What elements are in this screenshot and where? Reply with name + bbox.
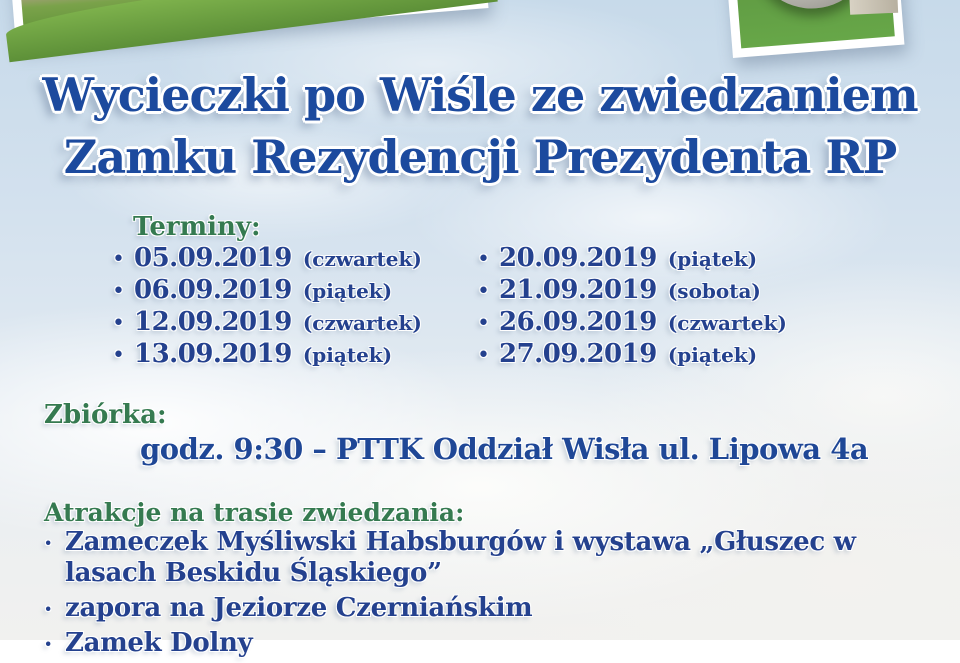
date-value: 06.09.2019 [134,275,292,305]
date-item [477,339,787,371]
castle-scene [16,0,479,36]
castle-photo [6,0,489,46]
bullet-icon: • [112,311,134,336]
date-item [477,275,787,307]
poster-title [0,64,960,188]
date-value: 13.09.2019 [134,339,292,369]
bullet-icon: • [112,343,134,368]
date-item [112,307,422,339]
atrakcje-heading: Atrakcje na trasie zwiedzania: [44,498,464,527]
date-value: 26.09.2019 [499,307,657,337]
dates-column-right [477,243,787,371]
date-value: 05.09.2019 [134,243,292,273]
date-item [477,307,787,339]
bullet-icon: • [477,343,499,368]
dates-column-left [112,243,422,371]
weekday-label: (piątek) [303,279,392,303]
date-value: 20.09.2019 [499,243,657,273]
terminy-heading: Terminy: [133,212,261,242]
date-value: 21.09.2019 [499,275,657,305]
date-item [112,339,422,371]
weekday-label: (piątek) [303,343,392,367]
title-line-1: Wycieczki po Wiśle ze zwiedzaniem [0,64,960,126]
attraction-text: Zamek Dolny [65,628,864,659]
weekday-label: (czwartek) [303,247,422,271]
bullet-icon: • [477,279,499,304]
bullet-icon: • [477,311,499,336]
weekday-label: (piątek) [668,343,757,367]
title-line-2: Zamku Rezydencji Prezydenta RP [0,126,960,188]
bullet-icon: • [477,247,499,272]
bullet-icon: • [112,279,134,304]
stone-pillar [843,0,898,15]
weekday-label: (czwartek) [668,311,787,335]
attractions-list [44,527,864,663]
date-value: 12.09.2019 [134,307,292,337]
weekday-label: (czwartek) [303,311,422,335]
weekday-label: (piątek) [668,247,757,271]
list-item [44,628,864,659]
bullet-icon: • [112,247,134,272]
attraction-text: zapora na Jeziorze Czerniańskim [65,593,864,624]
dot-icon: · [44,593,65,624]
dot-icon: · [44,527,65,558]
sphere-scene [727,0,895,48]
zbiorka-heading: Zbiórka: [44,400,167,430]
date-item [112,275,422,307]
list-item [44,593,864,624]
date-item [477,243,787,275]
dot-icon: · [44,628,65,659]
date-item [112,243,422,275]
stone-sphere-photo [717,0,904,58]
meeting-details: godz. 9:30 – PTTK Oddział Wisła ul. Lipowa 4a [140,432,868,466]
grass [4,0,498,62]
weekday-label: (sobota) [668,279,761,303]
date-value: 27.09.2019 [499,339,657,369]
attraction-text: Zameczek Myśliwski Habsburgów i wystawa „Głuszec w lasach Beskidu Śląskiego” [65,527,864,589]
list-item [44,527,864,589]
